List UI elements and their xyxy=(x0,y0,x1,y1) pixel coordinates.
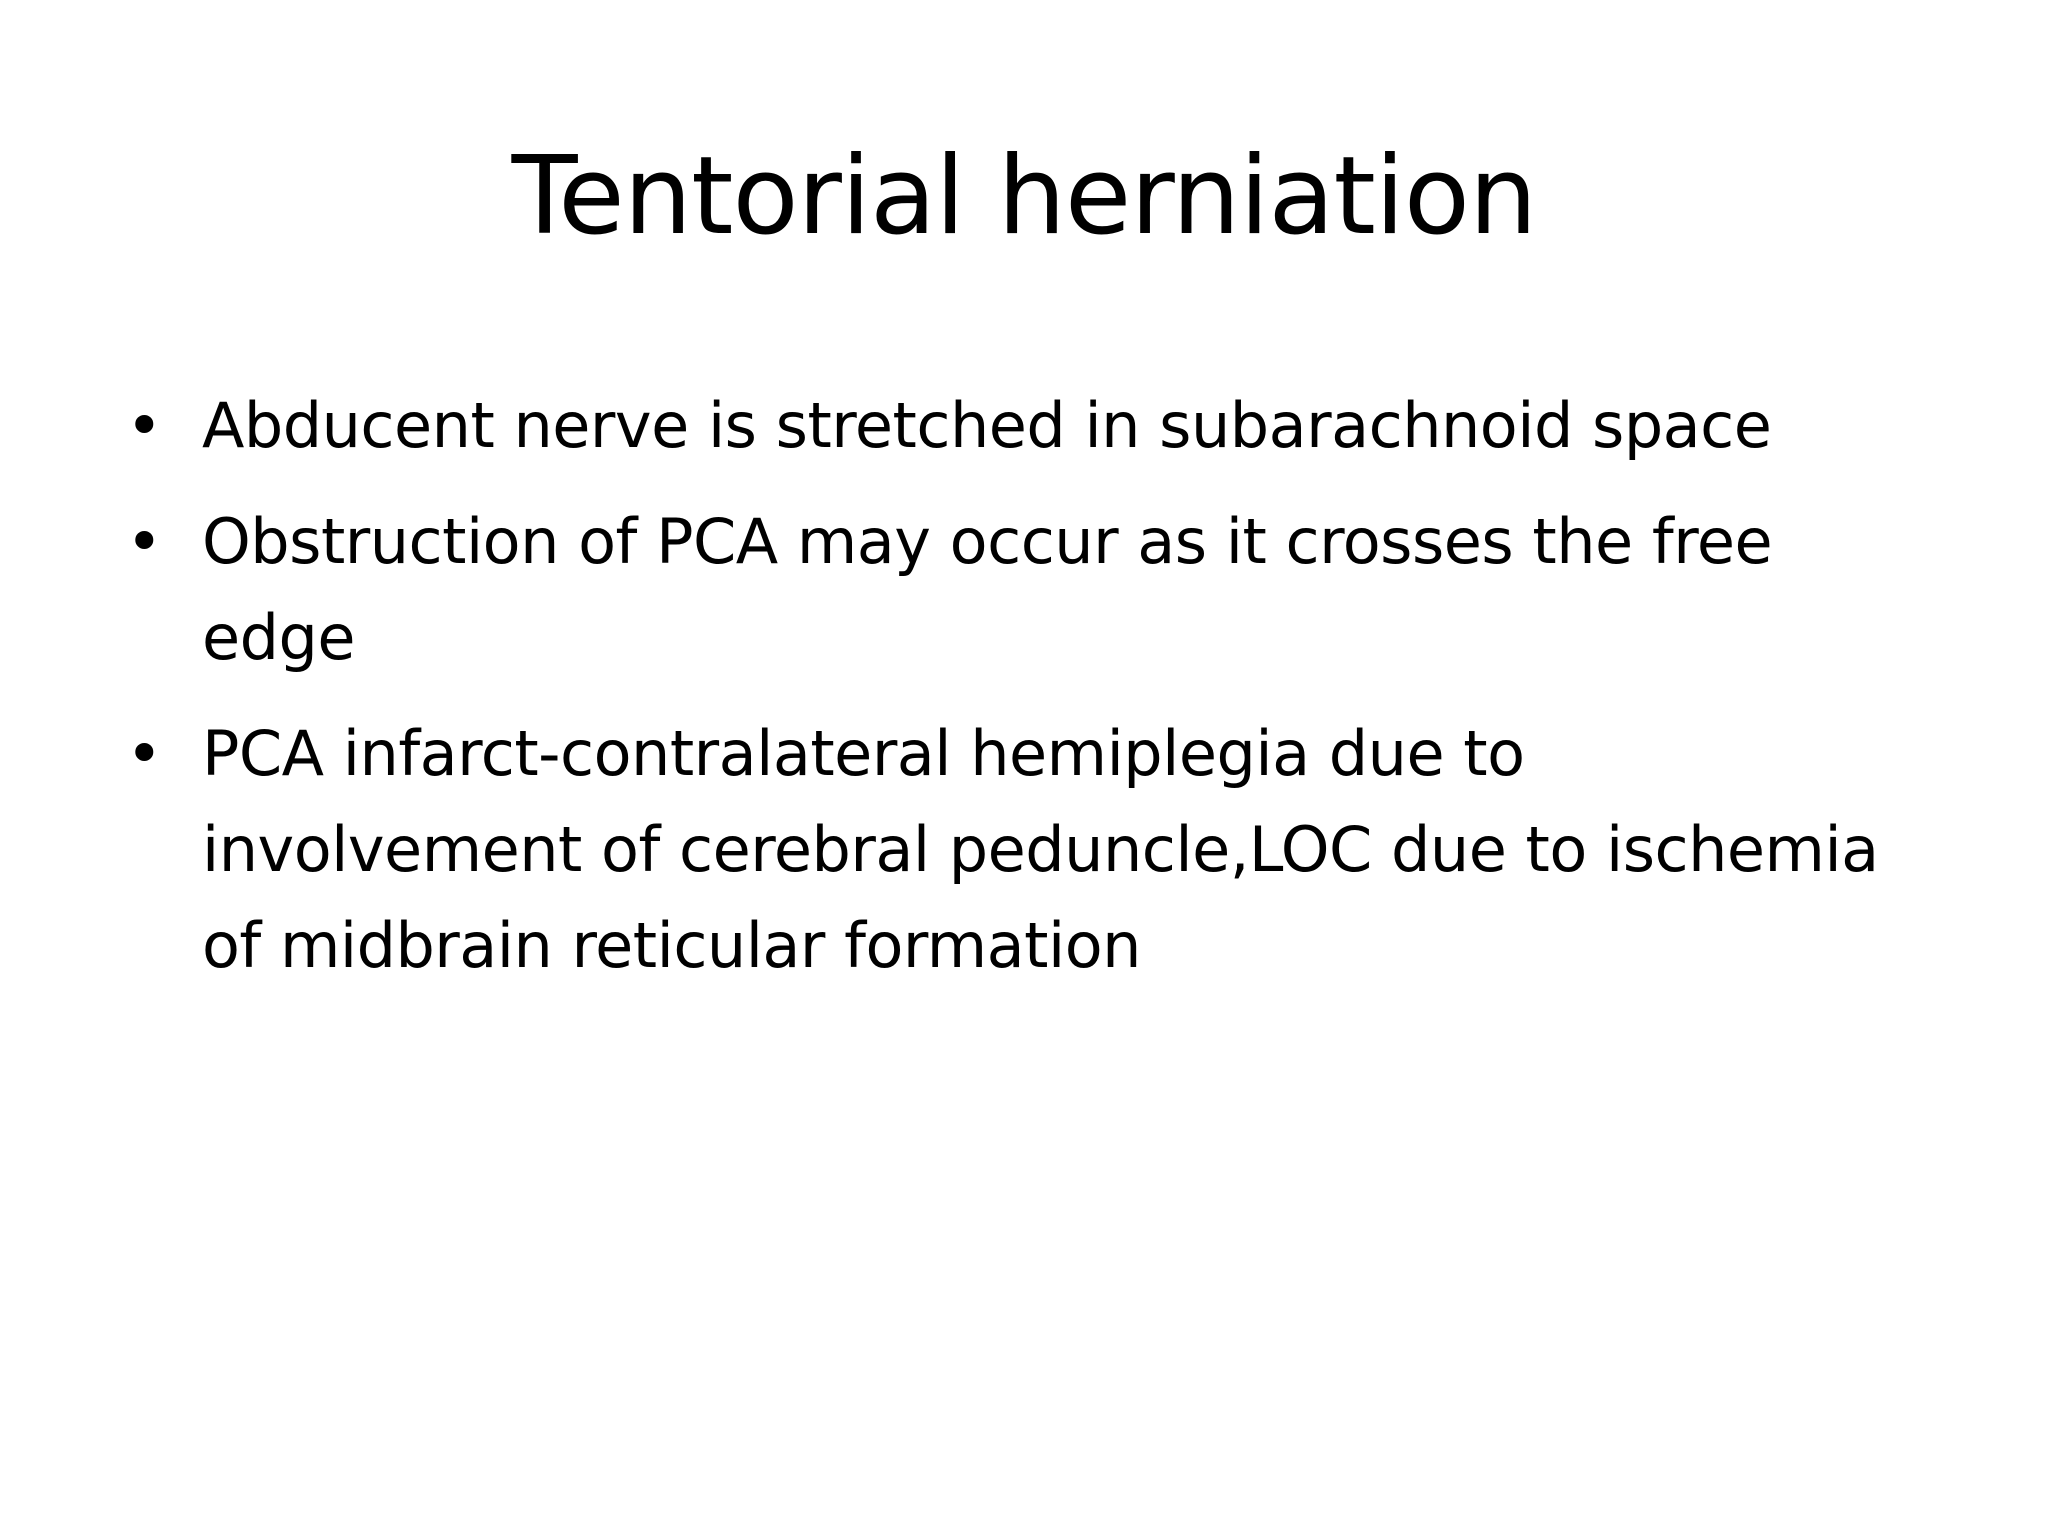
bullet-text: PCA infarct-contralateral hemiplegia due to involvement of cerebral peduncle,LOC due to ischemia of midbrain reticular formation xyxy=(202,717,1879,982)
bullet-text: Abducent nerve is stretched in subarachnoid space xyxy=(202,389,1772,462)
bullet-icon: • xyxy=(126,717,163,790)
bullet-item xyxy=(124,378,1904,474)
slide-title: Tentorial herniation xyxy=(511,134,1537,259)
bullet-list xyxy=(124,378,1904,1014)
bullet-item xyxy=(124,706,1904,994)
bullet-icon: • xyxy=(126,389,163,462)
bullet-item xyxy=(124,494,1904,686)
bullet-icon: • xyxy=(126,505,163,578)
bullet-text: Obstruction of PCA may occur as it crosses the free edge xyxy=(202,505,1773,674)
